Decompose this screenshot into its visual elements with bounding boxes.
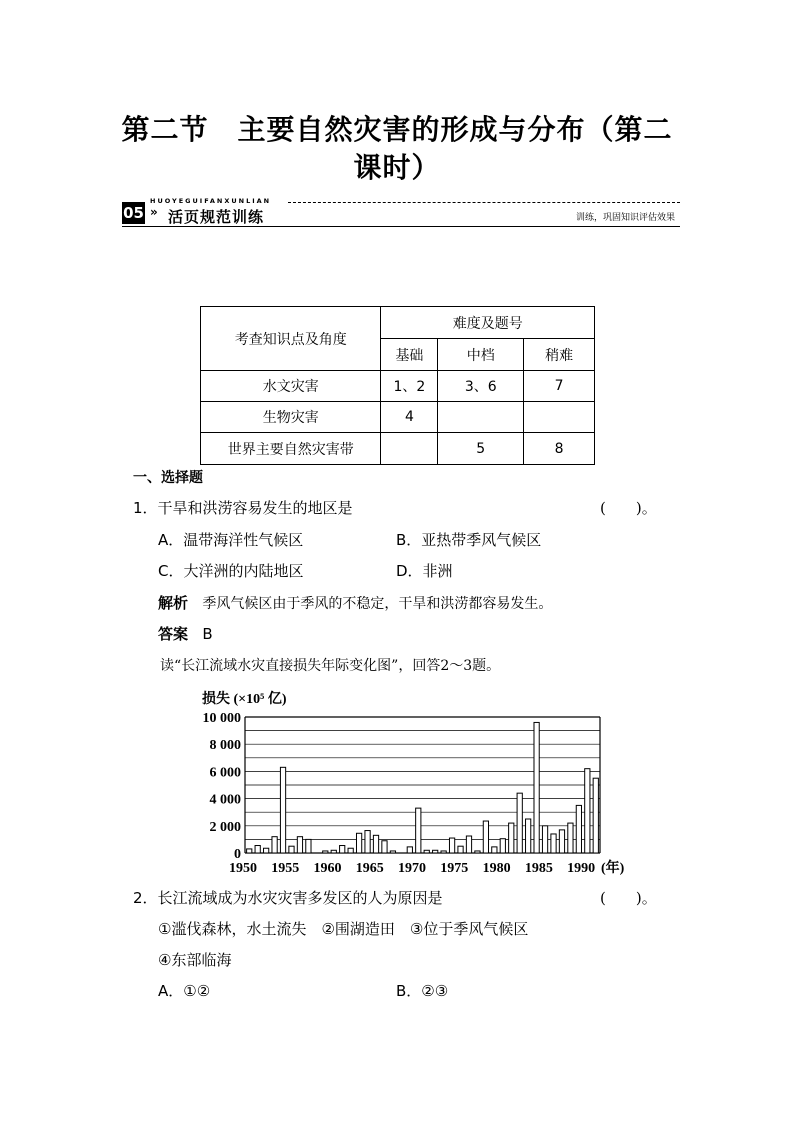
chart-bar <box>466 836 471 853</box>
chart-xtick-label: 1975 <box>440 861 469 876</box>
analysis-label: 解析 <box>158 594 189 612</box>
chart-bar <box>500 839 505 853</box>
chart-bar <box>306 839 311 853</box>
chart-bar <box>356 833 361 853</box>
chart-bar <box>297 837 302 853</box>
chart-ytick-label: 10 000 <box>202 711 241 726</box>
question-2-items-line2: ④东部临海 <box>158 951 232 969</box>
chart-ytick-label: 8 000 <box>209 738 241 754</box>
answer-value: B <box>202 625 213 643</box>
chart-bar <box>475 851 480 853</box>
chart-bar <box>568 823 573 853</box>
chart-bar <box>331 850 336 853</box>
chart-bar <box>542 826 547 853</box>
question-1-blank[interactable]: ( )。 <box>600 499 657 517</box>
table-head-difficulty: 难度及题号 <box>381 307 595 339</box>
table-level: 稍难 <box>524 339 595 371</box>
chart-bar <box>424 850 429 853</box>
chart-ytick-label: 2 000 <box>209 819 241 835</box>
chart-xtick-label: 1950 <box>229 861 257 876</box>
chevron-right-icon: » <box>150 205 158 219</box>
chart-xtick-label: 1985 <box>524 861 553 876</box>
reading-prompt: 读“长江流域水灾直接损失年际变化图”，回答2～3题。 <box>160 658 501 674</box>
table-cell-topic: 世界主要自然灾害带 <box>201 433 381 465</box>
chart-yticks <box>203 711 242 862</box>
chart-bar <box>382 841 387 853</box>
section-label: 活页规范训练 <box>168 208 265 226</box>
question-2-items-line1: ①滥伐森林，水土流失 ②围湖造田 ③位于季风气候区 <box>158 920 529 938</box>
section-number-badge: 05 <box>123 204 144 222</box>
question-2-blank[interactable]: ( )。 <box>600 889 657 907</box>
chart-ytick-label: 6 000 <box>209 765 241 781</box>
question-1-option-b[interactable]: B．亚热带季风气候区 <box>396 531 542 549</box>
chart-bar <box>551 834 556 853</box>
question-2-option-b[interactable]: B．②③ <box>396 982 449 1000</box>
table-cell-topic: 生物灾害 <box>201 402 381 433</box>
chart-xtick-label: 1970 <box>398 861 427 876</box>
question-1-option-d[interactable]: D．非洲 <box>396 562 453 580</box>
chart-bar <box>365 831 370 853</box>
question-1-stem: 1．干旱和洪涝容易发生的地区是 <box>133 499 353 517</box>
chart-bar <box>483 821 488 853</box>
page-title-line1: 第二节 主要自然灾害的形成与分布（第二 <box>121 113 673 146</box>
chart-bar <box>289 846 294 853</box>
chart-xtick-label: 1965 <box>355 861 384 876</box>
table-cell: 4 <box>381 402 438 433</box>
chart-bar <box>348 848 353 853</box>
chart-bar <box>280 767 285 853</box>
chart-bar <box>593 778 598 853</box>
chart-bar <box>255 846 260 853</box>
question-1-option-c[interactable]: C．大洋洲的内陆地区 <box>158 562 304 580</box>
chart-bar <box>416 808 421 853</box>
chart-bar <box>323 851 328 853</box>
chart-ytick-label: 0 <box>234 847 241 862</box>
table-level: 中档 <box>438 339 524 371</box>
chart-bar <box>390 851 395 853</box>
chart-xtick-label: 1990 <box>567 861 596 876</box>
table-cell: 5 <box>438 433 524 465</box>
table-cell: 3、6 <box>438 371 524 402</box>
chart-bar <box>264 848 269 853</box>
chart-bar <box>559 830 564 853</box>
chart-bar <box>576 805 581 853</box>
chart-bar <box>585 769 590 853</box>
chart-bar <box>433 850 438 853</box>
analysis-text: 季风气候区由于季风的不稳定，干旱和洪涝都容易发生。 <box>202 596 553 612</box>
banner-pinyin: HUOYEGUIFANXUNLIAN <box>150 197 272 205</box>
chart-xlabel: (年) <box>601 861 625 876</box>
section-heading: 一、选择题 <box>133 470 203 486</box>
chart-bar <box>449 838 454 853</box>
section-note: 训练，巩固知识评估效果 <box>575 213 675 223</box>
chart-bar <box>526 819 531 853</box>
chart-bar <box>441 851 446 853</box>
chart-bar <box>373 835 378 853</box>
table-cell: 1、2 <box>381 371 438 402</box>
chart-bar <box>517 793 522 853</box>
page-title-line2: 课时） <box>353 151 441 184</box>
chart-bar <box>407 847 412 853</box>
table-level: 基础 <box>381 339 438 371</box>
chart-bar <box>247 849 252 853</box>
question-2-option-a[interactable]: A．①② <box>158 982 211 1000</box>
chart-xtick-label: 1955 <box>271 861 300 876</box>
chart-ylabel: 损失 (×10⁵ 亿) <box>202 692 287 707</box>
answer-label: 答案 <box>158 625 189 643</box>
question-1-option-a[interactable]: A．温带海洋性气候区 <box>158 531 304 549</box>
chart-ytick-label: 4 000 <box>209 792 241 808</box>
chart-xtick-label: 1980 <box>482 861 511 876</box>
table-cell-topic: 水文灾害 <box>201 371 381 402</box>
chart-bar <box>492 847 497 853</box>
chart-xtick-label: 1960 <box>313 861 342 876</box>
table-cell: 8 <box>524 433 595 465</box>
chart-bar <box>458 846 463 853</box>
chart-bar <box>534 722 539 853</box>
chart-xticks <box>229 861 595 876</box>
table-head-topic: 考查知识点及角度 <box>201 307 381 371</box>
chart-bar <box>509 823 514 853</box>
chart-bar <box>272 837 277 853</box>
table-cell: 7 <box>524 371 595 402</box>
question-2-stem: 2．长江流域成为水灾灾害多发区的人为原因是 <box>133 889 443 907</box>
chart-bar <box>340 846 345 853</box>
chart-bars <box>247 722 599 853</box>
